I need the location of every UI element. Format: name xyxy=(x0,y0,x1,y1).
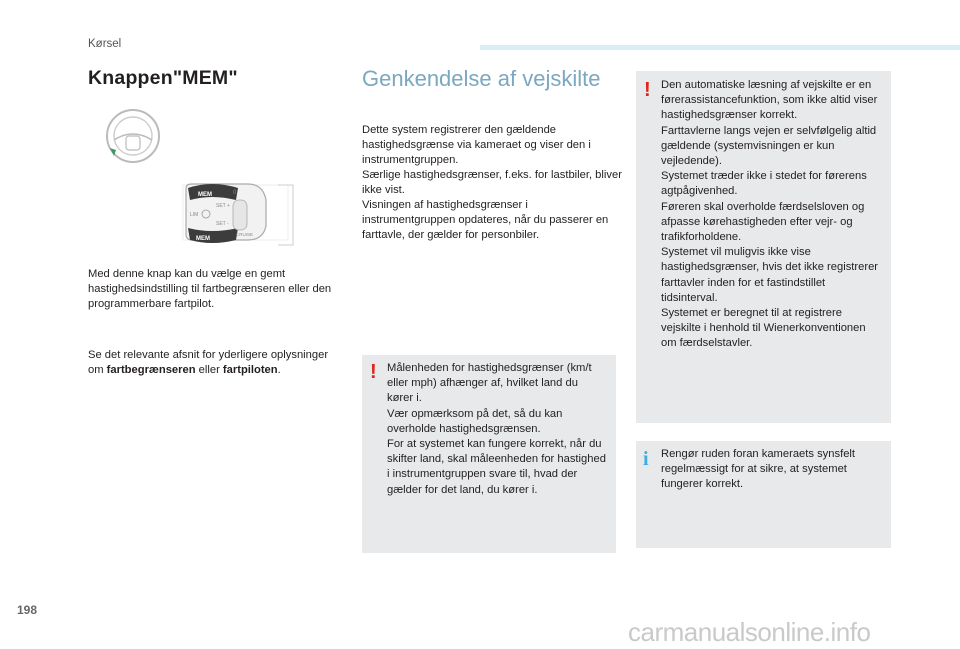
warning-icon: ! xyxy=(370,361,377,383)
reference-mid: eller xyxy=(195,364,223,376)
units-warning-box xyxy=(362,355,616,553)
info-icon: i xyxy=(643,448,649,470)
warning-icon: ! xyxy=(644,79,651,101)
watermark: carmanualsonline.info xyxy=(628,617,871,647)
mem-label-bottom: MEM xyxy=(196,236,210,242)
reference-suffix: . xyxy=(277,364,281,376)
cruise-label: CRUISE xyxy=(236,232,254,237)
recognition-warning-text: Den automatiske læsning af vejskilte er en førerassistancefunktion, som ikke altid viser hastighedsgrænser korrekt. Farttavlerne langs vejen er selvfølgelig altid gældende (systemvisningen er kun vejledende). Systemet træder ikke i stedet for førerens agtpågivenhed. Føreren skal overholde færdselsloven og afpasse kørehastigheden efter vejr- og trafikforholdene. Systemet vil muligvis ikke vise hastighedsgrænser, hvis det ikke registrerer farttavler inden for et fastindstillet tidsinterval. Systemet er beregnet til at registrere vejskilte i henhold til Wienerkonventionen om færdselstavler. xyxy=(661,79,879,350)
mem-label-top: MEM xyxy=(198,192,212,198)
section-label: Kørsel xyxy=(88,38,122,50)
set-minus-label: SET - xyxy=(216,221,229,227)
reference-speed-limiter: fartbegrænseren xyxy=(106,364,196,376)
reference-prefix: Se det relevante afsnit for yderligere oplysninger om xyxy=(88,349,329,376)
header-bar xyxy=(480,45,960,50)
units-warning-text: Målenheden for hastighedsgrænser (km/t eller mph) afhænger af, hvilket land du kører i. Vær opmærksom på det, så du kan overholde hastighedsgrænsen. For at systemet kan fungere korrekt, når du skifter land, skal måleenheden for hastighed i instrumentgruppen svare til, hvad der gælder for det land, du kører i. xyxy=(387,362,606,496)
mem-button-title: Knappen"MEM" xyxy=(88,67,238,89)
steering-wheel-icon xyxy=(107,110,159,162)
reference-cruise-control: fartpiloten xyxy=(222,364,278,376)
lim-label: LIM xyxy=(190,212,199,218)
cruise-control-stalk-icon xyxy=(183,184,293,245)
camera-info-text: Rengør ruden foran kameraets synsfelt regelmæssigt for at sikre, at systemet fungerer korrekt. xyxy=(661,448,856,491)
camera-info-box xyxy=(636,441,891,548)
mem-reference xyxy=(88,348,338,378)
page-number: 198 xyxy=(17,603,38,617)
steering-wheel-illustration xyxy=(88,100,316,255)
road-sign-recognition-title: Genkendelse af vejskilte xyxy=(362,66,601,91)
road-sign-recognition-body: Dette system registrerer den gældende hastighedsgrænse via kameraet og viser den i instrumentgruppen. Særlige hastighedsgrænser, f.eks. for lastbiler, bliver ikke vist. Visningen af hastighedsgrænser i instrumentgruppen opdateres, når du passerer en farttavle, der gælder for personbiler. xyxy=(362,124,622,241)
mem-description: Med denne knap kan du vælge en gemt hastighedsindstilling til fartbegrænseren eller den programmerbare fartpilot. xyxy=(88,268,332,310)
recognition-warning-box xyxy=(636,71,891,423)
zero-label: 0 xyxy=(233,190,237,196)
set-plus-label: SET + xyxy=(216,203,230,209)
